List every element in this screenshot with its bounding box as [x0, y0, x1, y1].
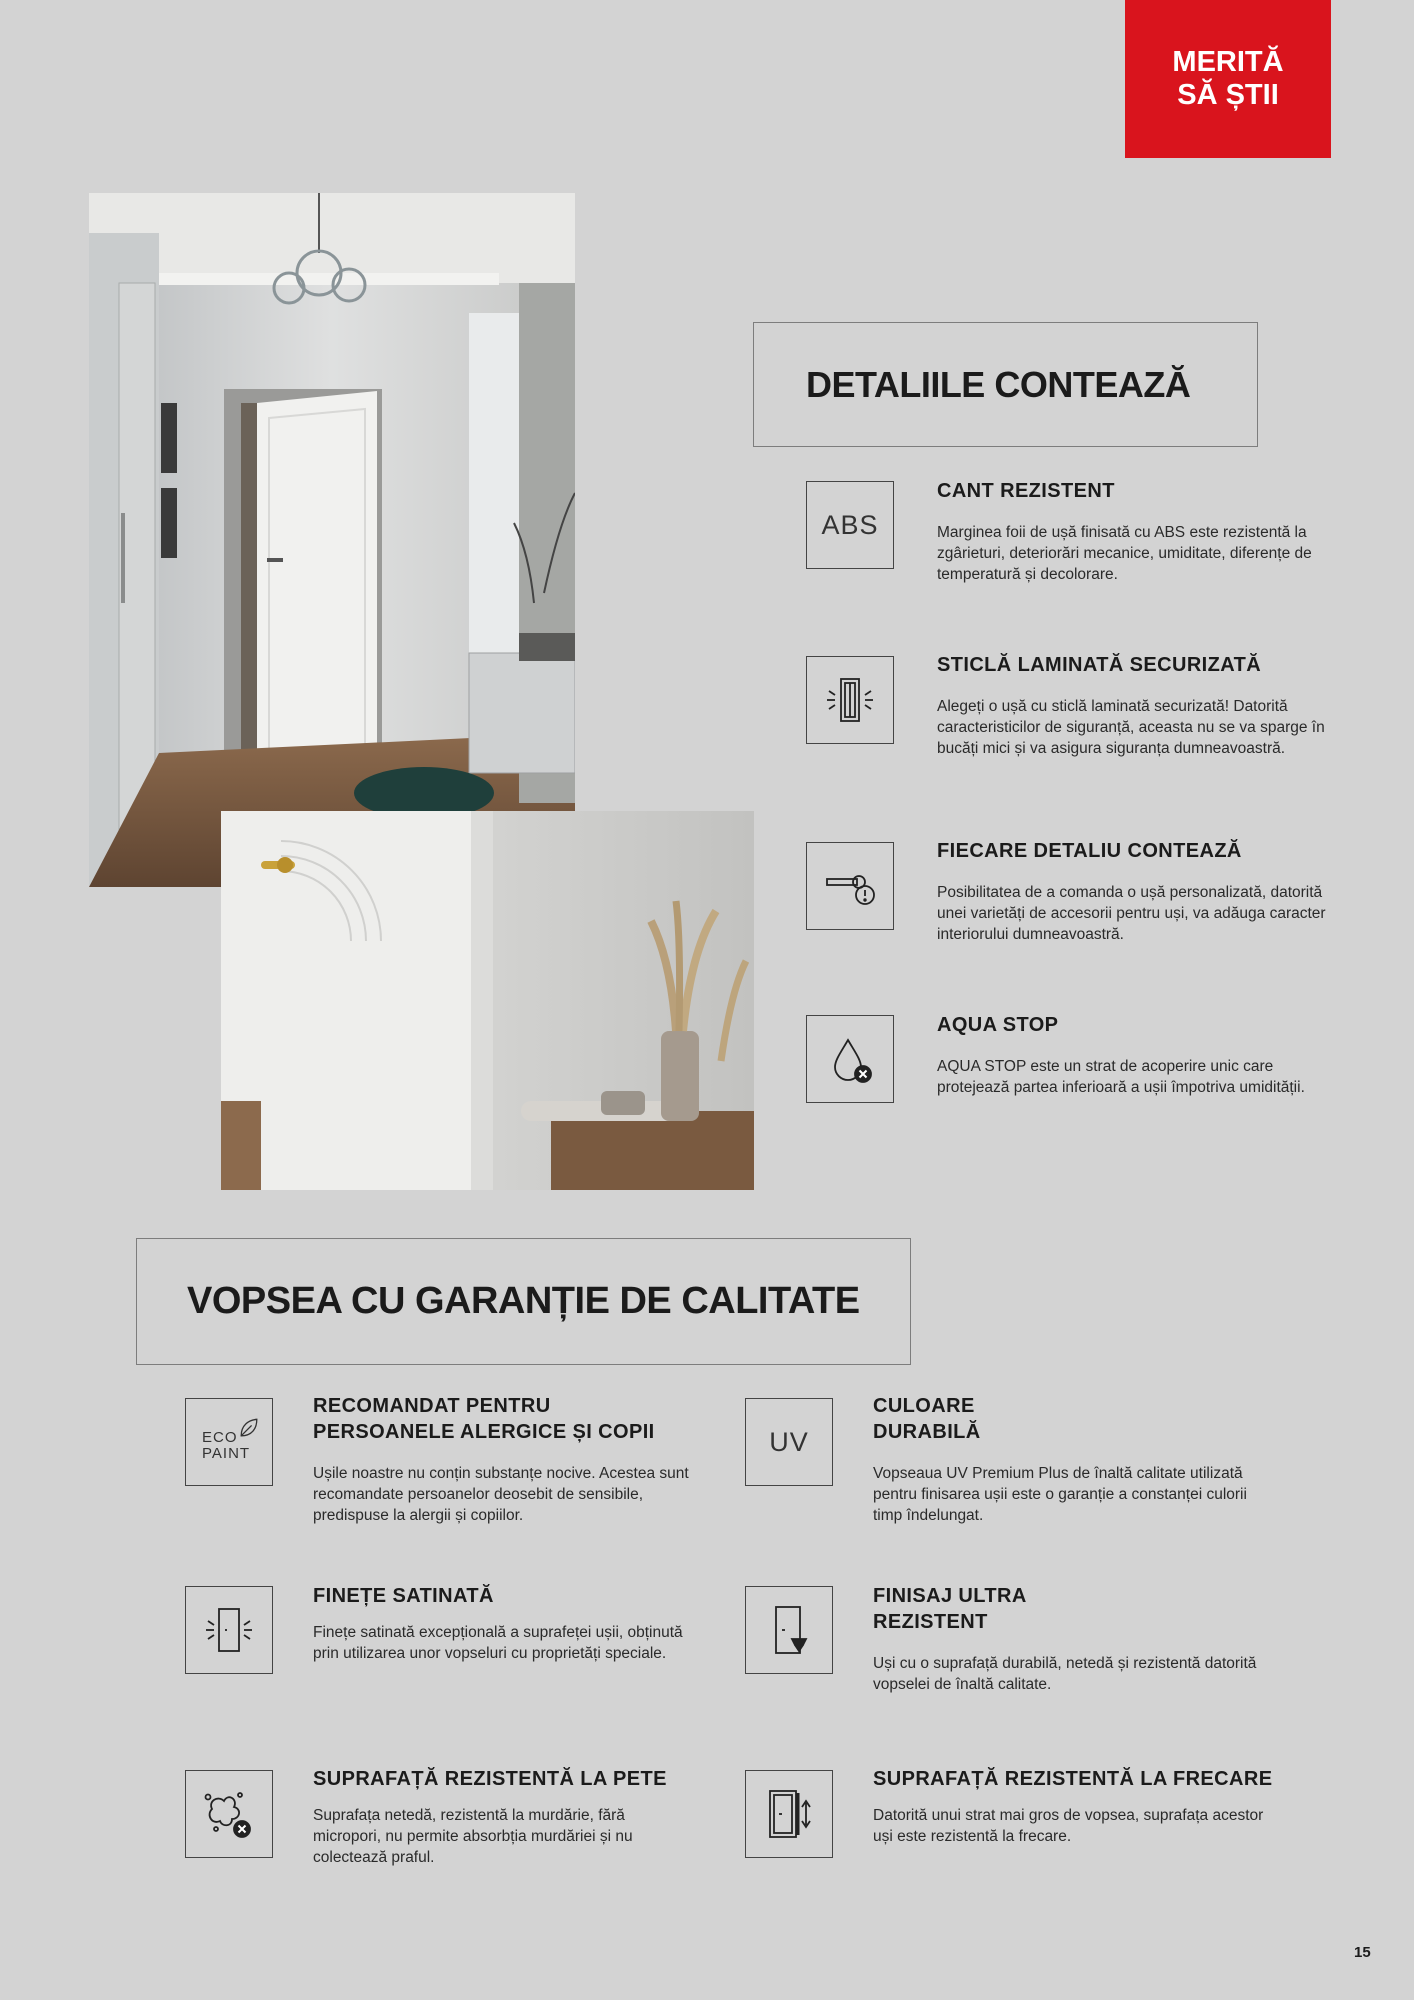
stain-resistant-icon [185, 1770, 273, 1858]
feature-title-finisaj-line-1: FINISAJ ULTRA [873, 1585, 1027, 1607]
feature-title-culoare-line-2: DURABILĂ [873, 1421, 981, 1443]
feature-title-finete-line-1: FINEȚE SATINATĂ [313, 1585, 494, 1607]
feature-desc-aqua-stop: AQUA STOP este un strat de acoperire unic care protejează partea inferioară a ușii împotriva umidității. [937, 1058, 1305, 1096]
durable-finish-door-icon [745, 1586, 833, 1674]
section-title-paint-quality [136, 1238, 911, 1365]
feature-title-finete-satinata [313, 1583, 494, 1609]
feature-title-fiecare-detaliu: FIECARE DETALIU CONTEAZĂ [937, 840, 1242, 862]
satin-door-icon [185, 1586, 273, 1674]
feature-desc-culoare-durabila: Vopseaua UV Premium Plus de înaltă calitate utilizată pentru finisarea ușii este o garanție a constanței culorii timp îndelungat. [873, 1465, 1247, 1524]
feature-title-frecare-line-1: SUPRAFAȚĂ REZISTENTĂ LA FRECARE [873, 1768, 1273, 1790]
feature-title-cant-rezistent: CANT REZISTENT [937, 480, 1115, 502]
feature-desc-finete-satinata: Finețe satinată excepțională a suprafeței ușii, obținută prin utilizarea unor vopseluri cu proprietăți speciale. [313, 1624, 683, 1662]
laminated-glass-door-icon [806, 656, 894, 744]
badge-line-1: MERITĂ [1172, 46, 1284, 78]
section-title-paint-quality-text: VOPSEA CU GARANȚIE DE CALITATE [187, 1280, 860, 1322]
feature-title-culoare-durabila [873, 1393, 981, 1445]
feature-desc-alergice: Ușile noastre nu conțin substanțe nocive. Acestea sunt recomandate persoanelor deosebit de sensibile, predispuse la alergii și copiilor. [313, 1465, 689, 1524]
water-drop-icon [806, 1015, 894, 1103]
feature-desc-sticla-laminata: Alegeți o ușă cu sticlă laminată securizată! Datorită caracteristicilor de siguranță, aceasta nu se va sparge în bucăți mici și va asigura siguranța dumneavoastră. [937, 698, 1325, 757]
feature-title-sticla-laminata: STICLĂ LAMINATĂ SECURIZATĂ [937, 654, 1262, 676]
abs-icon-label: ABS [821, 509, 879, 540]
section-title-details-text: DETALIILE CONTEAZĂ [806, 363, 1191, 405]
eco-paint-icon [185, 1398, 273, 1486]
feature-desc-cant-rezistent: Marginea foii de ușă finisată cu ABS este rezistentă la zgârieturi, deteriorări mecanice, umiditate, diferențe de temperatură și decolorare. [937, 524, 1312, 583]
feature-title-finisaj-ultra [873, 1583, 1027, 1635]
uv-icon [745, 1398, 833, 1486]
merita-sa-stii-badge [1125, 0, 1331, 158]
hallway-door-photo [89, 193, 575, 887]
feature-title-alergice-line-1: RECOMANDAT PENTRU [313, 1395, 551, 1417]
feature-title-culoare-line-1: CULOARE [873, 1395, 975, 1417]
feature-desc-rezistenta-pete: Suprafața netedă, rezistentă la murdărie, fără micropori, nu permite absorbția murdăriei și nu colectează praful. [313, 1807, 633, 1866]
eco-paint-icon-text-1: ECO [202, 1429, 238, 1446]
feature-desc-rezistenta-frecare: Datorită unui strat mai gros de vopsea, suprafața acestor uși este rezistentă la frecare. [873, 1807, 1264, 1845]
door-handle-icon [806, 842, 894, 930]
white-door-handle-photo [221, 811, 754, 1190]
feature-desc-finisaj-ultra: Uși cu o suprafață durabilă, netedă și rezistentă datorită vopselei de înaltă calitate. [873, 1655, 1257, 1693]
feature-title-finisaj-line-2: REZISTENT [873, 1611, 988, 1633]
feature-title-alergice-line-2: PERSOANELE ALERGICE ȘI COPII [313, 1421, 655, 1443]
leaf-icon [236, 1415, 262, 1441]
feature-title-rezistenta-pete [313, 1766, 667, 1792]
feature-title-aqua-stop: AQUA STOP [937, 1014, 1059, 1036]
badge-line-2: SĂ ȘTII [1177, 79, 1279, 111]
feature-title-rezistenta-frecare [873, 1766, 1272, 1792]
feature-desc-fiecare-detaliu: Posibilitatea de a comanda o ușă personalizată, datorită unei varietăți de accesorii pentru uși, va adăuga caracter interiorului dumneavoastră. [937, 884, 1326, 943]
abs-icon [806, 481, 894, 569]
feature-title-alergice [313, 1393, 655, 1445]
section-title-details [753, 322, 1258, 447]
scratch-resistant-door-icon [745, 1770, 833, 1858]
uv-icon-label: UV [769, 1426, 809, 1457]
feature-title-pete-line-1: SUPRAFAȚĂ REZISTENTĂ LA PETE [313, 1768, 667, 1790]
eco-paint-icon-text-2: PAINT [202, 1445, 251, 1462]
page-number: 15 [1354, 1944, 1371, 1961]
